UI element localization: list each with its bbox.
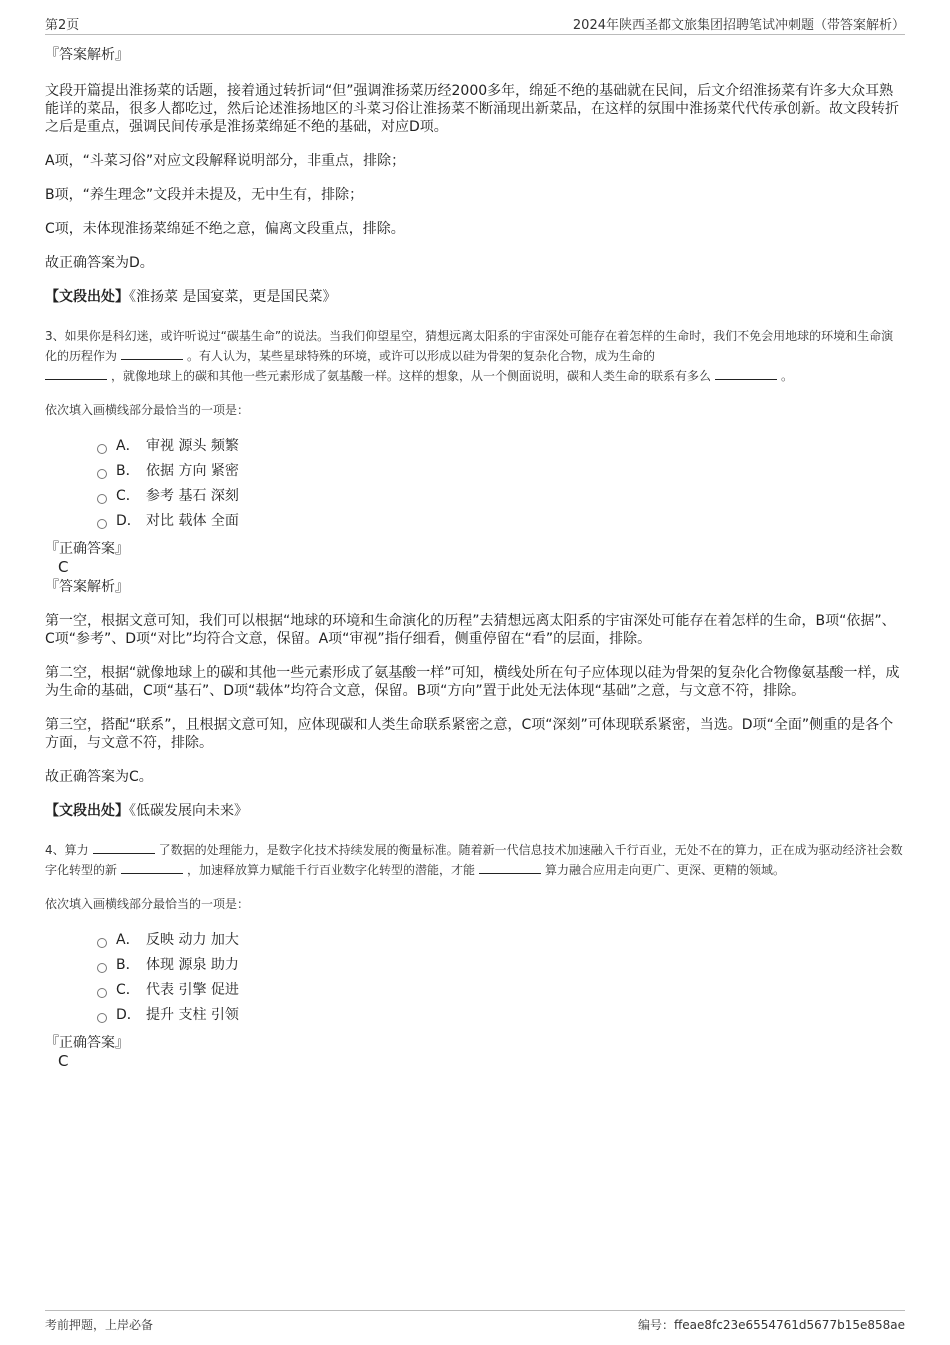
radio-icon[interactable] bbox=[97, 1013, 107, 1023]
radio-icon[interactable] bbox=[97, 963, 107, 973]
q3-options bbox=[97, 434, 905, 534]
analysis-paragraph: C项，未体现淮扬菜绵延不绝之意，偏离文段重点，排除。 bbox=[45, 221, 405, 237]
analysis-paragraph: 第三空，搭配“联系”，且根据文意可知，应体现碳和人类生命联系紧密之意，C项“深刻”可体现联系紧密，当选。D项“全面”侧重的是各个方面，与文意不符，排除。 bbox=[45, 717, 894, 751]
option-c[interactable]: C． 代表 引擎 促进 bbox=[97, 978, 905, 1003]
option-d[interactable]: D． 提升 支柱 引领 bbox=[97, 1003, 905, 1028]
analysis-paragraph: 第二空，根据“就像地球上的碳和其他一些元素形成了氨基酸一样”可知，横线处所在句子应体现以硅为骨架的复杂化合物像氨基酸一样，成为生命的基础，C项“基石”、D项“载体”均符合文意，保留。B项“方向”置于此处无法体现“基础”之意，与文意不符，排除。 bbox=[45, 665, 900, 699]
footer-slogan: 考前押题，上岸必备 bbox=[45, 1318, 154, 1332]
source-line: 【文段出处】《低碳发展向未来》 bbox=[45, 803, 248, 819]
page-header bbox=[45, 12, 905, 35]
option-a[interactable]: A． 审视 源头 频繁 bbox=[97, 434, 905, 459]
correct-answer-label: 『正确答案』 bbox=[45, 541, 129, 557]
radio-icon[interactable] bbox=[97, 494, 107, 504]
radio-icon[interactable] bbox=[97, 469, 107, 479]
page-footer bbox=[45, 1310, 905, 1337]
conclusion: 故正确答案为C。 bbox=[45, 769, 153, 785]
correct-answer-label: 『正确答案』 bbox=[45, 1035, 129, 1051]
conclusion: 故正确答案为D。 bbox=[45, 255, 154, 271]
instruction: 依次填入画横线部分最恰当的一项是： bbox=[45, 897, 250, 911]
analysis-paragraph: A项，“斗菜习俗”对应文段解释说明部分，非重点，排除； bbox=[45, 153, 406, 169]
analysis-paragraph: B项，“养生理念”文段并未提及，无中生有，排除； bbox=[45, 187, 364, 203]
radio-icon[interactable] bbox=[97, 938, 107, 948]
analysis-label: 『答案解析』 bbox=[45, 47, 129, 63]
question-3-text: 3、如果你是科幻迷，或许听说过“碳基生命”的说法。当我们仰望星空，猜想远离太阳系的宇宙深处可能存在着怎样的生命时，我们不免会用地球的环境和生命演化的历程作为 。有人认为，某些星球特殊的环境，或许可以形成以硅为骨架的复杂化合物，成为生命的 ，就像地球上的碳和其他一些元素形成了氨基酸一样。这样的想象，从一个侧面说明，碳和人类生命的联系有多么 。 bbox=[45, 329, 894, 383]
q4-options bbox=[97, 928, 905, 1028]
document-code: 编号：ffeae8fc23e6554761d5677b15e858ae bbox=[637, 1318, 905, 1332]
fill-blank bbox=[715, 367, 777, 380]
instruction: 依次填入画横线部分最恰当的一项是： bbox=[45, 403, 250, 417]
analysis-paragraph: 第一空，根据文意可知，我们可以根据“地球的环境和生命演化的历程”去猜想远离太阳系的宇宙深处可能存在着怎样的生命，B项“依据”、C项“参考”、D项“对比”均符合文意，保留。A项“审视”指仔细看，侧重停留在“看”的层面，排除。 bbox=[45, 613, 896, 647]
page-content bbox=[45, 44, 905, 1070]
fill-blank bbox=[121, 861, 183, 874]
fill-blank bbox=[479, 861, 541, 874]
fill-blank bbox=[45, 367, 107, 380]
radio-icon[interactable] bbox=[97, 988, 107, 998]
document-title: 2024年陕西圣都文旅集团招聘笔试冲刺题（带答案解析） bbox=[572, 18, 905, 33]
option-b[interactable]: B． 依据 方向 紧密 bbox=[97, 459, 905, 484]
radio-icon[interactable] bbox=[97, 444, 107, 454]
correct-answer: C bbox=[58, 1052, 69, 1070]
question-4-text: 4、算力 了数据的处理能力，是数字化技术持续发展的衡量标准。随着新一代信息技术加速融入千行百业，无处不在的算力，正在成为驱动经济社会数字化转型的新 ，加速释放算力赋能千行百业数字化转型的潜能，才能 算力融合应用走向更广、更深、更精的领域。 bbox=[45, 843, 903, 877]
fill-blank bbox=[93, 841, 155, 854]
analysis-paragraph: 文段开篇提出淮扬菜的话题，接着通过转折词“但”强调淮扬菜历经2000多年，绵延不绝的基础就在民间，后文介绍淮扬菜有许多大众耳熟能详的菜品，很多人都吃过，然后论述淮扬地区的斗菜习俗让淮扬菜不断涌现出新菜品，在这样的氛围中淮扬菜代代传承创新。故文段转折之后是重点，强调民间传承是淮扬菜绵延不绝的基础，对应D项。 bbox=[45, 83, 899, 135]
radio-icon[interactable] bbox=[97, 519, 107, 529]
option-b[interactable]: B． 体现 源泉 助力 bbox=[97, 953, 905, 978]
analysis-label: 『答案解析』 bbox=[45, 579, 129, 595]
correct-answer: C bbox=[58, 558, 69, 576]
option-c[interactable]: C． 参考 基石 深刻 bbox=[97, 484, 905, 509]
option-a[interactable]: A． 反映 动力 加大 bbox=[97, 928, 905, 953]
page-number: 第2页 bbox=[45, 18, 80, 33]
source-line: 【文段出处】《淮扬菜 是国宴菜，更是国民菜》 bbox=[45, 289, 337, 305]
option-d[interactable]: D． 对比 载体 全面 bbox=[97, 509, 905, 534]
fill-blank bbox=[121, 347, 183, 360]
